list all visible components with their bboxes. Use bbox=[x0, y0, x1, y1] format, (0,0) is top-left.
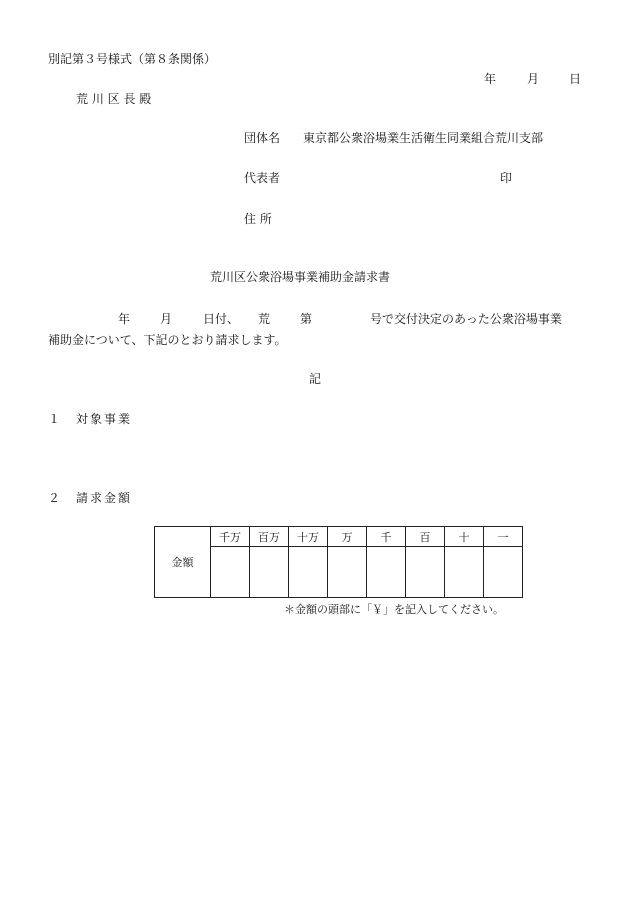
item1-number: １ bbox=[48, 412, 61, 426]
item1-label: 対象事業 bbox=[76, 412, 133, 426]
unit-header: 十 bbox=[445, 527, 484, 547]
amount-note: ＊金額の頭部に「￥」を記入してください。 bbox=[284, 603, 504, 616]
amount-digit-cell[interactable] bbox=[289, 547, 328, 598]
unit-header: 千万 bbox=[211, 527, 250, 547]
unit-header: 百万 bbox=[250, 527, 289, 547]
body-dai: 第 bbox=[300, 312, 313, 326]
unit-header: 十万 bbox=[289, 527, 328, 547]
org-label: 団体名 bbox=[244, 131, 281, 145]
amount-digit-cell[interactable] bbox=[367, 547, 406, 598]
unit-header: 一 bbox=[484, 527, 523, 547]
amount-digit-cell[interactable] bbox=[484, 547, 523, 598]
date-month: 月 bbox=[527, 72, 540, 86]
unit-header: 万 bbox=[328, 527, 367, 547]
org-value: 東京都公衆浴場業生活衛生同業組合荒川支部 bbox=[303, 131, 544, 145]
amount-digit-cell[interactable] bbox=[445, 547, 484, 598]
address-label: 住 所 bbox=[244, 212, 272, 226]
body-month: 月 bbox=[160, 312, 173, 326]
document-title: 荒川区公衆浴場事業補助金請求書 bbox=[210, 270, 391, 284]
unit-header: 千 bbox=[367, 527, 406, 547]
ki-heading: 記 bbox=[309, 372, 322, 386]
amount-digit-cell[interactable] bbox=[211, 547, 250, 598]
body-line1-rest: 号で交付決定のあった公衆浴場事業 bbox=[370, 312, 562, 326]
date-day: 日 bbox=[569, 72, 582, 86]
amount-digit-cell[interactable] bbox=[250, 547, 289, 598]
body-ara: 荒 bbox=[258, 312, 271, 326]
amount-digit-cell[interactable] bbox=[328, 547, 367, 598]
item2-label: 請求金額 bbox=[76, 491, 133, 505]
seal-mark: 印 bbox=[500, 171, 513, 185]
body-day: 日付、 bbox=[203, 312, 240, 326]
body-line2: 補助金について、下記のとおり請求します。 bbox=[48, 333, 287, 347]
addressee: 荒 川 区 長 殿 bbox=[76, 92, 152, 106]
amount-digit-cell[interactable] bbox=[406, 547, 445, 598]
amount-table bbox=[154, 526, 523, 598]
body-year: 年 bbox=[118, 312, 131, 326]
form-number: 別記第３号様式（第８条関係） bbox=[48, 52, 217, 66]
item2-number: ２ bbox=[48, 491, 61, 505]
rep-label: 代表者 bbox=[244, 171, 281, 185]
date-year: 年 bbox=[484, 72, 497, 86]
amount-row-label: 金額 bbox=[155, 527, 211, 598]
unit-header: 百 bbox=[406, 527, 445, 547]
